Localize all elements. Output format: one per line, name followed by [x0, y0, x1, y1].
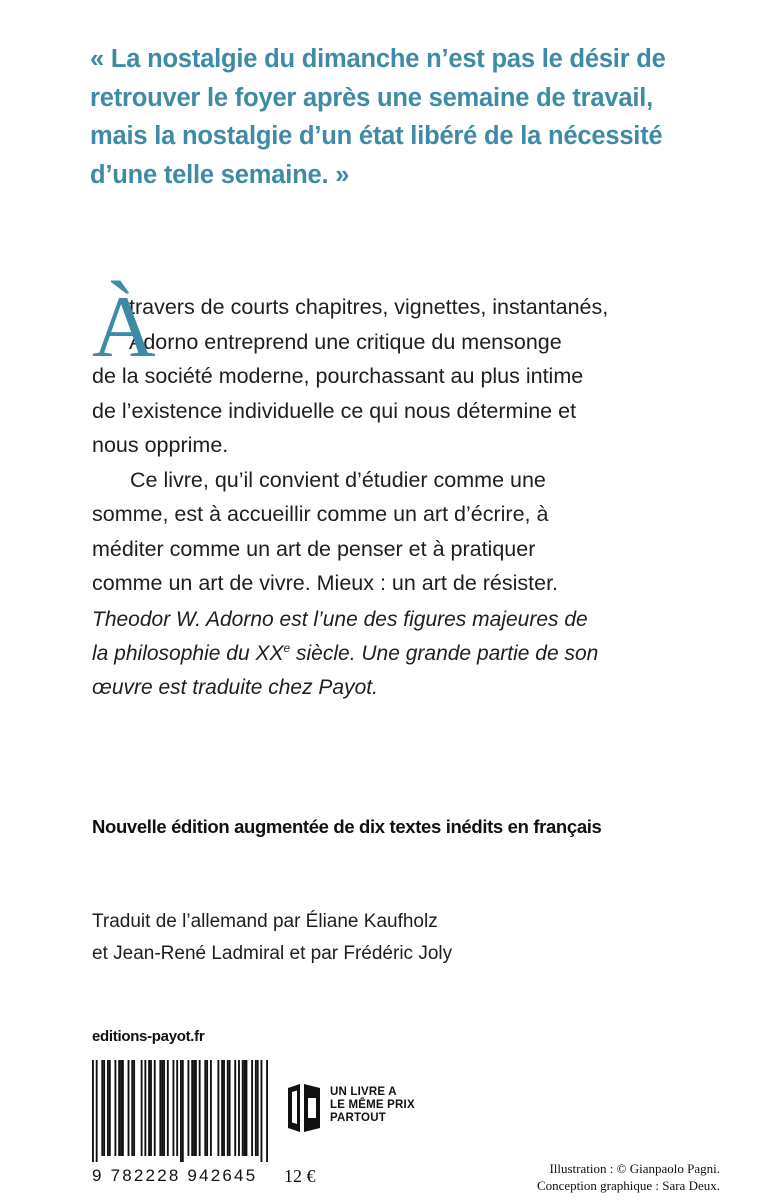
description-line: Ce livre, qu’il convient d’étudier comme une: [130, 467, 546, 492]
barcode-bar: [246, 1060, 248, 1156]
price: 12 €: [284, 1166, 316, 1186]
barcode-bar: [234, 1060, 236, 1156]
quote-line: retrouver le foyer après une semaine de travail,: [90, 83, 653, 112]
barcode-bar: [191, 1060, 193, 1156]
bio-line: Theodor W. Adorno est l’une des figures majeures de: [92, 608, 588, 631]
barcode-bar: [238, 1060, 240, 1156]
barcode-bar: [210, 1060, 212, 1156]
barcode-bar: [159, 1060, 161, 1156]
description-line: de l’existence individuelle ce qui nous détermine et: [92, 398, 577, 423]
barcode-bars: [92, 1060, 268, 1162]
barcode-bar: [257, 1060, 259, 1156]
isbn-number: 9 782228 942645: [92, 1166, 258, 1185]
barcode-bar: [109, 1060, 111, 1156]
barcode-bar: [114, 1060, 116, 1156]
prix-unique-logo-icon: [284, 1082, 324, 1139]
barcode-bar: [128, 1060, 130, 1156]
bio-line: œuvre est traduite chez Payot.: [92, 676, 378, 699]
barcode-bar: [92, 1060, 94, 1162]
translation-line: et Jean-René Ladmiral et par Frédéric Joly: [92, 943, 453, 964]
barcode-bar: [206, 1060, 208, 1156]
quote-line: « La nostalgie du dimanche n’est pas le désir de: [90, 45, 666, 73]
barcode-bar: [182, 1060, 184, 1162]
illustration-credit: Illustration : © Gianpaolo Pagni.: [549, 1161, 720, 1176]
description-line: de la société moderne, pourchassant au plus intime: [92, 364, 584, 388]
barcode-bar: [187, 1060, 189, 1156]
barcode-bar: [223, 1060, 225, 1156]
barcode-bar: [154, 1060, 156, 1156]
barcode-bar: [204, 1060, 206, 1156]
barcode-bar: [261, 1060, 263, 1162]
translation-line: Traduit de l’allemand par Éliane Kaufholz: [92, 911, 438, 932]
barcode-bar: [195, 1060, 197, 1156]
barcode-bar: [221, 1060, 223, 1156]
bio-text: la philosophie du: [92, 642, 256, 665]
barcode-bar: [173, 1060, 175, 1156]
design-credit: Conception graphique : Sara Deux.: [536, 1178, 720, 1193]
barcode-bar: [141, 1060, 143, 1156]
author-bio: [92, 603, 742, 705]
quote-line: mais la nostalgie d’un état libéré de la nécessité: [90, 122, 663, 150]
prix-unique-line: LE MÊME PRIX: [330, 1099, 415, 1111]
barcode-bar: [163, 1060, 165, 1156]
barcode-bar: [266, 1060, 268, 1162]
barcode-bar: [150, 1060, 152, 1156]
barcode-bar: [144, 1060, 146, 1156]
barcode-bar: [251, 1060, 253, 1156]
description-line: comme un art de vivre. Mieux : un art de résister.: [92, 571, 559, 595]
barcode-bar: [199, 1060, 201, 1156]
quote-line: d’une telle semaine. »: [90, 160, 350, 189]
publisher-website: editions-payot.fr: [92, 1028, 205, 1045]
prix-unique-label: [330, 1086, 415, 1125]
barcode-bar: [180, 1060, 182, 1162]
barcode-bar: [118, 1060, 120, 1156]
prix-unique-line: PARTOUT: [330, 1112, 386, 1124]
bio-line: [92, 637, 742, 671]
barcode-bar: [229, 1060, 231, 1156]
barcode-bar: [167, 1060, 169, 1156]
barcode-bar: [101, 1060, 103, 1156]
barcode-bar: [131, 1060, 133, 1156]
barcode-bar: [161, 1060, 163, 1156]
barcode-bar: [244, 1060, 246, 1156]
barcode-bar: [193, 1060, 195, 1156]
barcode-bar: [103, 1060, 105, 1156]
description-line: nous opprime.: [92, 433, 229, 457]
barcode-bar: [217, 1060, 219, 1156]
barcode-bar: [242, 1060, 244, 1156]
book-description: [92, 279, 732, 601]
century-superscript: e: [283, 641, 291, 655]
barcode-bar: [148, 1060, 150, 1156]
century-numeral: XX: [255, 642, 284, 665]
barcode-bar: [120, 1060, 122, 1156]
barcode-bar: [176, 1060, 178, 1156]
bio-text: siècle. Une grande partie de son: [290, 642, 599, 665]
barcode-bar: [255, 1060, 257, 1156]
barcode-bar: [107, 1060, 109, 1156]
isbn-barcode: [92, 1060, 268, 1162]
back-cover-quote: [90, 40, 730, 194]
barcode-bar: [96, 1060, 98, 1162]
barcode-bar: [133, 1060, 135, 1156]
description-paragraph-2: [92, 463, 732, 601]
barcode-bar: [122, 1060, 124, 1156]
description-line: somme, est à accueillir comme un art d’écrire, à: [92, 502, 549, 526]
barcode-bar: [227, 1060, 229, 1156]
drop-cap: À: [92, 279, 156, 376]
description-line: Adorno entreprend une critique du mensonge: [129, 329, 562, 354]
prix-unique-line: UN LIVRE A: [330, 1086, 397, 1098]
edition-note: Nouvelle édition augmentée de dix textes inédits en français: [92, 816, 602, 837]
description-line: travers de courts chapitres, vignettes, instantanés,: [129, 295, 609, 319]
design-credits: [537, 1160, 720, 1194]
translation-credit: [92, 906, 452, 970]
description-line: méditer comme un art de penser et à pratiquer: [92, 536, 536, 561]
